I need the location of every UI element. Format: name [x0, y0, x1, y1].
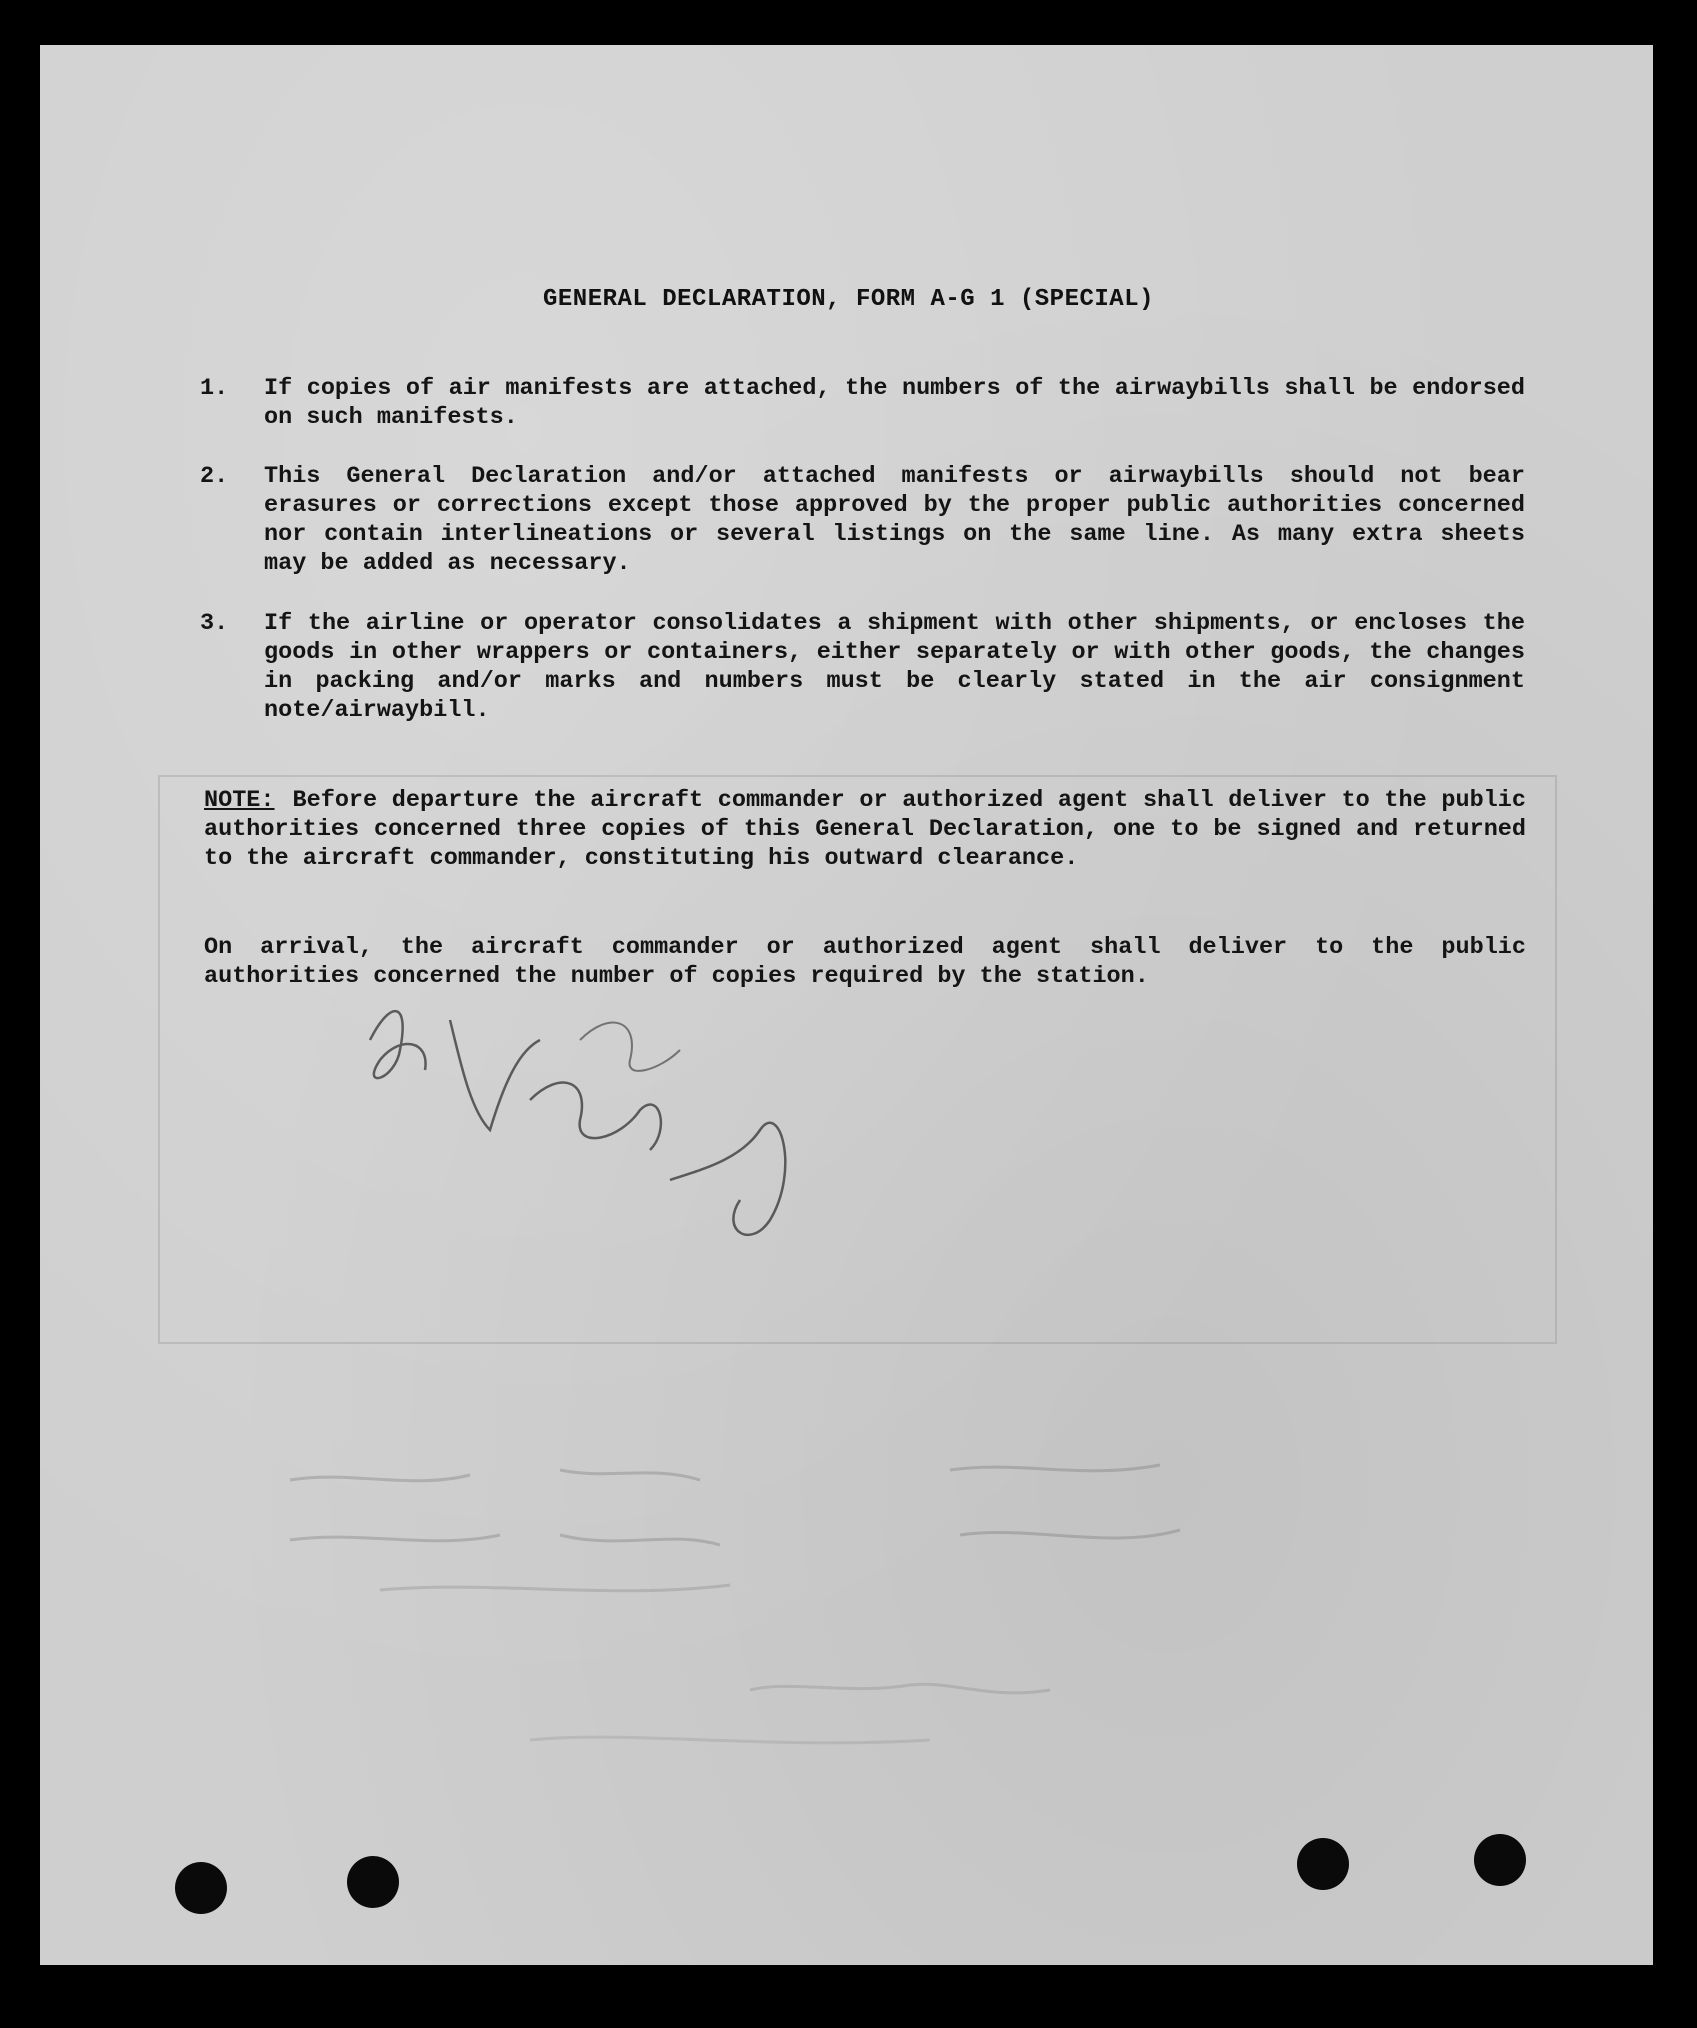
instruction-item-3 [200, 609, 1525, 725]
punch-hole [175, 1862, 227, 1914]
punch-hole [1297, 1838, 1349, 1890]
note-paragraph [204, 786, 1526, 873]
faint-reverse-side-marks [230, 1440, 1480, 1840]
instruction-item-2 [200, 462, 1525, 578]
instruction-item-1 [200, 374, 1525, 432]
document-title: GENERAL DECLARATION, FORM A-G 1 (SPECIAL) [543, 286, 1154, 313]
item-number: 3. [200, 610, 229, 637]
item-text: If copies of air manifests are attached, the numbers of the airwaybills shall be endorsed on such manifests. [264, 375, 1525, 431]
item-number: 2. [200, 463, 229, 490]
handwritten-signature [340, 980, 860, 1260]
punch-hole [347, 1856, 399, 1908]
note-text: Before departure the aircraft commander or authorized agent shall deliver to the public authorities concerned three copies of this General Declaration, one to be signed and returned to the aircraft commander, constituting his outward clearance. [204, 787, 1526, 872]
item-text: This General Declaration and/or attached manifests or airwaybills should not bear erasures or corrections except those approved by the proper public authorities concerned nor contain interlineations or several listings on the same line. As many extra sheets may be added as necessary. [264, 463, 1525, 577]
item-text: If the airline or operator consolidates a shipment with other shipments, or encloses the goods in other wrappers or containers, either separately or with other goods, the changes in packing and/or marks and numbers must be clearly stated in the air consignment note/airwaybill. [264, 610, 1525, 724]
item-number: 1. [200, 375, 229, 402]
punch-hole [1474, 1834, 1526, 1886]
arrival-paragraph: On arrival, the aircraft commander or authorized agent shall deliver to the public authorities concerned the number of copies required by the station. [204, 934, 1526, 990]
note-label: NOTE: [204, 787, 275, 814]
